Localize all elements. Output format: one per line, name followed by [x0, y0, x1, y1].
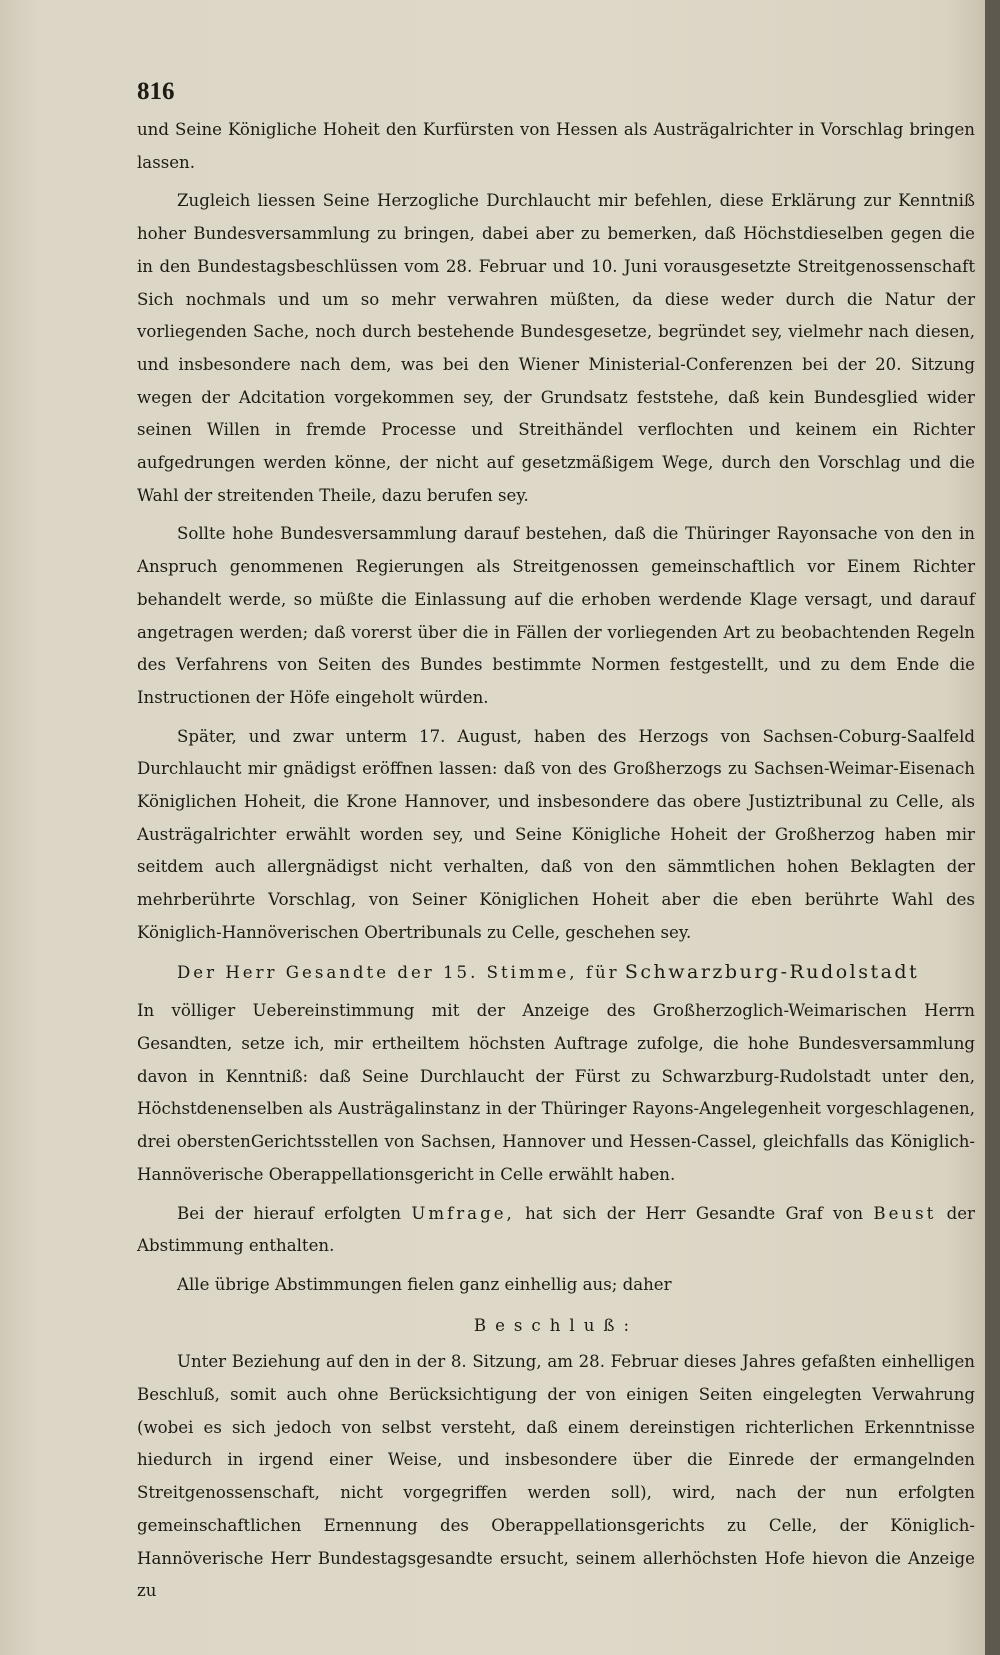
- page-number: 816: [137, 78, 175, 105]
- state-name: Schwarzburg-Rudolstadt: [624, 960, 920, 983]
- paragraph-continuation: und Seine Königliche Hoheit den Kurfürsten von Hessen als Austrägalrichter in Vorschlag bringen lassen.: [137, 120, 975, 172]
- poll-name: Beust: [873, 1203, 937, 1223]
- page-text: [137, 70, 975, 1608]
- paragraph-coburg: Später, und zwar unterm 17. August, haben des Herzogs von Sachsen-Coburg-Saalfeld Durchlaucht mir gnädigst eröffnen lassen: daß von des Großherzogs zu Sachsen-Weimar-Eisenach Königlichen Hoheit, die Krone Hannover, und insbesondere das obere Justiztribunal zu Celle, als Austrägalrichter erwählt worden sey, und Seine Königliche Hoheit der Großherzog haben mir seitdem auch allergnädigst nicht verhalten, daß von den sämmtlichen hohen Beklagten der mehrberührte Vorschlag, von Seiner Königlichen Hoheit aber die eben berührte Wahl des Königlich-Hannöverischen Obertribunals zu Celle, geschehen sey.: [137, 726, 975, 942]
- poll-emphasis: Umfrage,: [411, 1203, 515, 1223]
- resolution-heading: Beschluß:: [473, 1315, 639, 1335]
- paragraph-envoy-heading: [137, 956, 975, 990]
- paragraph-declaration: Zugleich liessen Seine Herzogliche Durchlaucht mir befehlen, diese Erklärung zur Kenntniß hoher Bundesversammlung zu bringen, dabei aber zu bemerken, daß Höchstdieselben gegen die in den Bundestagsbeschlüssen vom 28. Februar und 10. Juni vorausgesetzte Streitgenossenschaft Sich nochmals und um so mehr verwahren müßten, da diese weder durch die Natur der vorliegenden Sache, noch durch bestehende Bundesgesetze, begründet sey, vielmehr nach diesen, und insbesondere nach dem, was bei den Wiener Ministerial-Conferenzen bei der 20. Sitzung wegen der Adcitation vorgekommen sey, der Grundsatz feststehe, daß kein Bundesglied wider seinen Willen in fremde Processe und Streithändel verflochten und keinem ein Richter aufgedrungen werden könne, der nicht auf gesetzmäßigem Wege, durch den Vorschlag und die Wahl der streitenden Theile, dazu berufen sey.: [137, 191, 975, 505]
- paragraph-votes: Alle übrige Abstimmungen fielen ganz einhellig aus; daher: [177, 1274, 672, 1294]
- paragraph-objection: Sollte hohe Bundesversammlung darauf bestehen, daß die Thüringer Rayonsache von den in Anspruch genommenen Regierungen als Streitgenossen gemeinschaftlich vor Einem Richter behandelt werde, so müßte die Einlassung auf die erhoben werdende Klage versagt, und darauf angetragen werden; daß vorerst über die in Fällen der vorliegenden Art zu beobachtenden Regeln des Verfahrens von Seiten des Bundes bestimmte Normen festgestellt, und zu dem Ende die Instructionen der Höfe eingeholt würden.: [137, 524, 975, 707]
- paragraph-rudolstadt: In völliger Uebereinstimmung mit der Anzeige des Großherzoglich-Weimarischen Herrn Gesandten, setze ich, mir ertheiltem höchsten Auftrage zufolge, die hohe Bundesversammlung davon in Kenntniß: daß Seine Durchlaucht der Fürst zu Schwarzburg-Rudolstadt unter den, Höchstdenenselben als Austrägalinstanz in der Thüringer Rayons-Angelegenheit vorgeschlagenen, drei oberstenGerichtsstellen von Sachsen, Hannover und Hessen-Cassel, gleichfalls das Königlich-Hannöverische Oberappellationsgericht in Celle erwählt haben.: [137, 1001, 975, 1184]
- page-edge: [985, 0, 1000, 1655]
- envoy-intro: Der Herr Gesandte der 15. Stimme, für: [177, 962, 620, 982]
- poll-text-1: Bei der hierauf erfolgten: [177, 1203, 402, 1223]
- poll-text-2: hat sich der Herr Gesandte Graf von: [525, 1203, 864, 1223]
- paragraph-poll: [137, 1198, 975, 1263]
- poll-text-3: der Abstimmung enthalten.: [137, 1203, 975, 1256]
- paragraph-resolution: Unter Beziehung auf den in der 8. Sitzung, am 28. Februar dieses Jahres gefaßten einhelligen Beschluß, somit auch ohne Berücksichtigung der von einigen Seiten eingelegten Verwahrung (wobei es sich jedoch von selbst versteht, daß einem dereinstigen richterlichen Erkenntnisse hiedurch in irgend einer Weise, und insbesondere über die Einrede der ermangelnden Streitgenossenschaft, nicht vorgegriffen werden soll), wird, nach der nun erfolgten gemeinschaftlichen Ernennung des Oberappellationsgerichts zu Celle, der Königlich-Hannöverische Herr Bundestagsgesandte ersucht, seinem allerhöchsten Hofe hievon die Anzeige zu: [137, 1352, 975, 1601]
